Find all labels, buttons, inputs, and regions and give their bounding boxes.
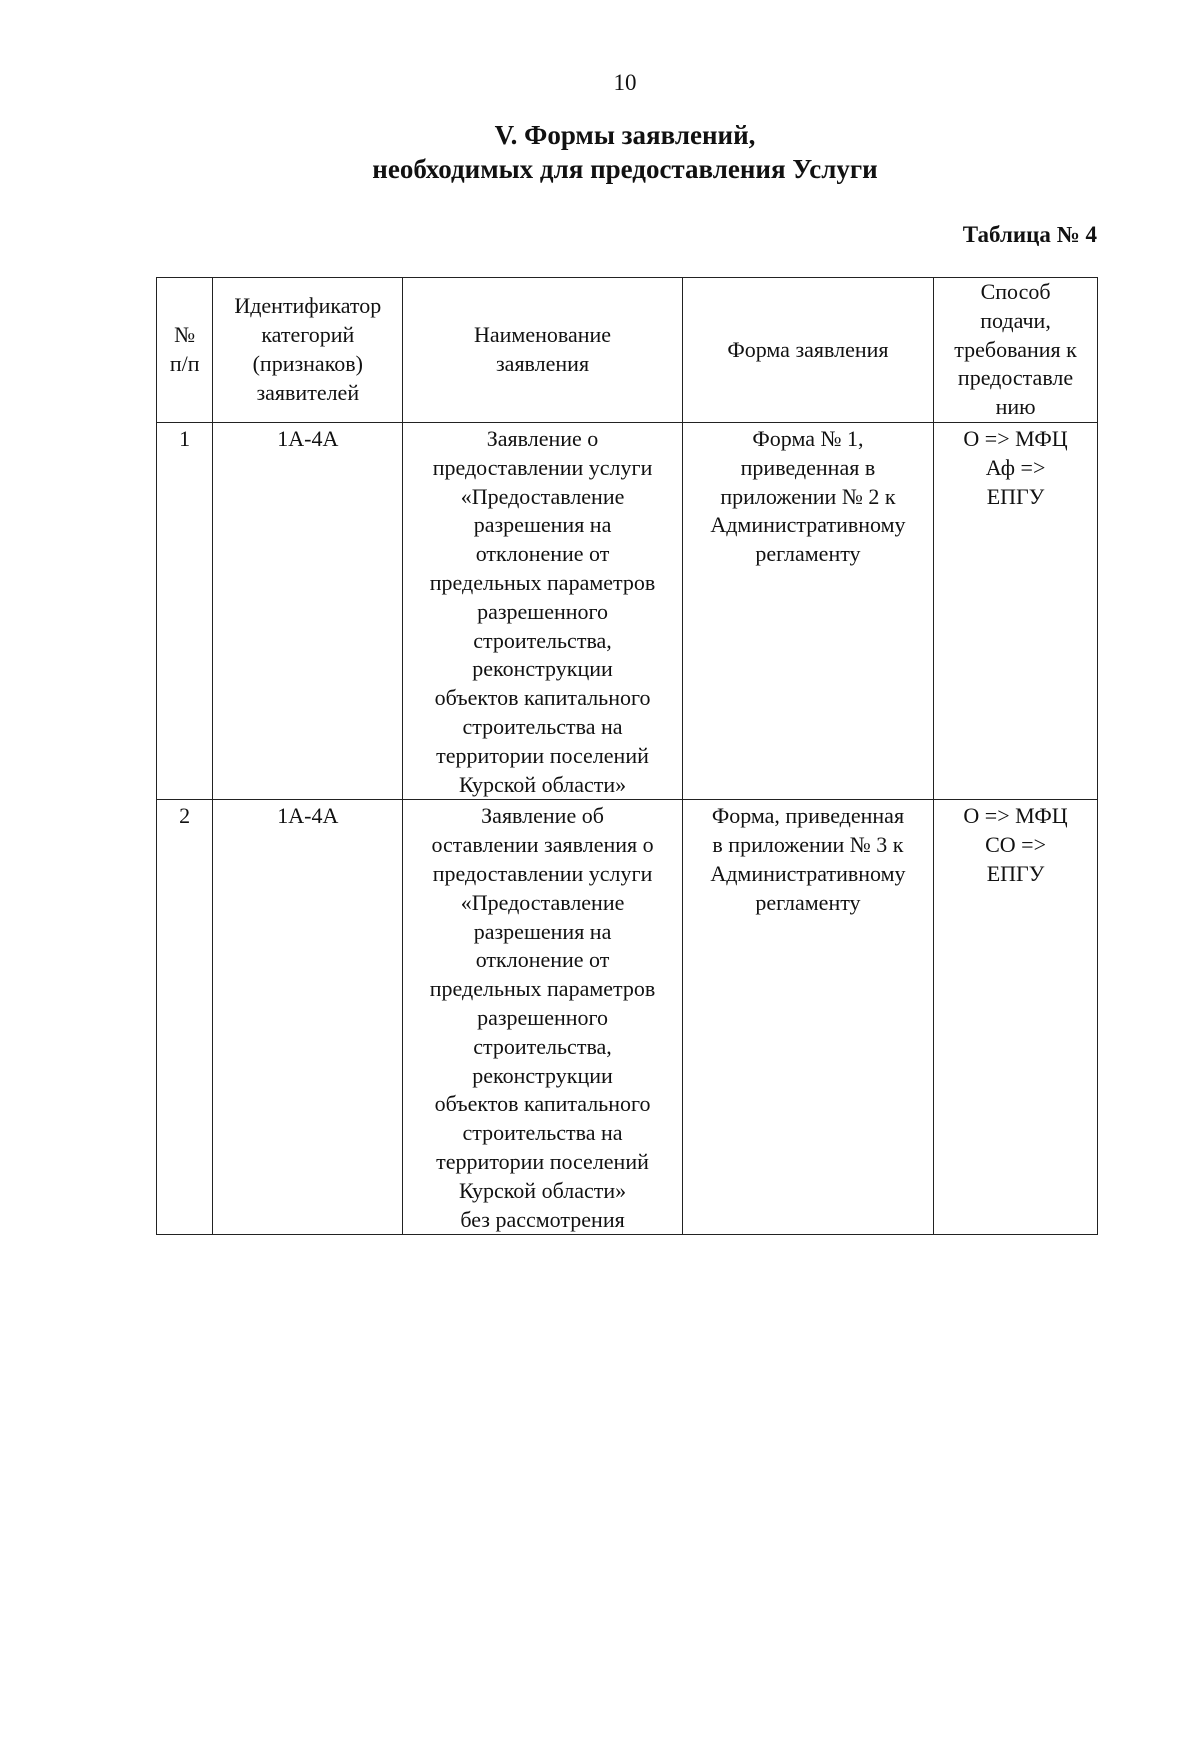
page-number: 10 <box>613 70 637 95</box>
section-heading <box>0 118 1200 186</box>
row-applicant-identifier: 1А-4А <box>213 422 403 799</box>
application-forms-table <box>156 277 1098 1235</box>
table-row <box>157 800 1098 1235</box>
row-submission-method: О => МФЦ СО => ЕПГУ <box>934 800 1098 1235</box>
section-heading-line-2: необходимых для предоставления Услуги <box>372 154 878 184</box>
row-application-name: Заявление об оставлении заявления о предоставлении услуги «Предоставление разрешения на отклонение от предельных параметров разрешенного строительства, реконструкции объектов капитального строительства на территории поселений Курской области» без рассмотрения <box>403 800 682 1235</box>
row-applicant-identifier: 1А-4А <box>213 800 403 1235</box>
row-application-name: Заявление о предоставлении услуги «Предоставление разрешения на отклонение от предельных параметров разрешенного строительства, реконструкции объектов капитального строительства на территории поселений Курской области» <box>403 422 682 799</box>
table-label: Таблица № 4 <box>962 222 1097 247</box>
row-number: 1 <box>157 422 213 799</box>
row-application-form: Форма, приведенная в приложении № 3 к Административному регламенту <box>682 800 933 1235</box>
row-submission-method: О => МФЦ Аф => ЕПГУ <box>934 422 1098 799</box>
header-submission-method: Способ подачи, требования к предоставле нию <box>934 278 1098 423</box>
table-header-row <box>157 278 1098 423</box>
section-heading-line-1: V. Формы заявлений, <box>494 120 756 150</box>
header-application-name: Наименование заявления <box>403 278 682 423</box>
table-row <box>157 422 1098 799</box>
row-application-form: Форма № 1, приведенная в приложении № 2 к Административному регламенту <box>682 422 933 799</box>
header-application-form: Форма заявления <box>682 278 933 423</box>
row-number: 2 <box>157 800 213 1235</box>
header-applicant-identifier: Идентификатор категорий (признаков) заявителей <box>213 278 403 423</box>
header-number: № п/п <box>157 278 213 423</box>
